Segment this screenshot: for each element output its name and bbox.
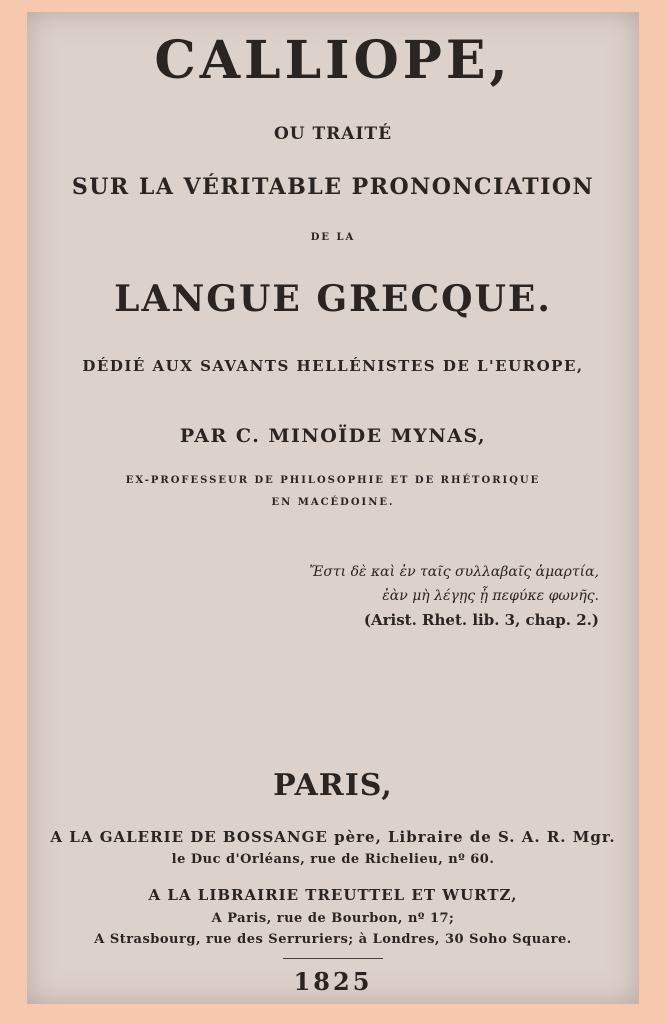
title-page — [27, 12, 639, 1004]
publication-year: 1825 — [293, 967, 373, 996]
publisher-line-3: A LA LIBRAIRIE TREUTTEL ET WURTZ, — [148, 886, 518, 904]
publisher-line-2: le Duc d'Orléans, rue de Richelieu, nº 60. — [171, 852, 495, 867]
subtitle-line-2: SUR LA VÉRITABLE PRONONCIATION — [71, 174, 595, 200]
author: PAR C. MINOÏDE MYNAS, — [179, 425, 487, 447]
epigraph-citation: (Arist. Rhet. lib. 3, chap. 2.) — [363, 611, 599, 629]
publisher-line-5: A Strasbourg, rue des Serruriers; à Londres, 30 Soho Square. — [94, 932, 572, 947]
book-title: CALLIOPE, — [154, 30, 512, 91]
credentials-line-1: EX-PROFESSEUR DE PHILOSOPHIE ET DE RHÉTORIQUE — [125, 475, 541, 486]
subtitle-line-1: OU TRAITÉ — [273, 124, 393, 144]
imprint-place: PARIS, — [273, 768, 393, 803]
dedication: DÉDIÉ AUX SAVANTS HELLÉNISTES DE L'EUROPE, — [82, 357, 584, 375]
publisher-line-1: A LA GALERIE DE BOSSANGE père, Libraire de S. A. R. Mgr. — [50, 828, 616, 846]
epigraph-line-2: ἐὰν μὴ λέγῃς ᾗ πεφύκε φωνῆς. — [382, 588, 599, 604]
epigraph — [259, 560, 599, 632]
epigraph-line-1: Ἔστι δὲ καὶ ἐν ταῖς συλλαβαῖς ἁμαρτία, — [309, 564, 599, 580]
subtitle-line-3: DE LA — [310, 232, 356, 243]
subtitle-line-4: LANGUE GRECQUE. — [114, 278, 552, 320]
divider-rule — [283, 958, 383, 959]
publisher-line-4: A Paris, rue de Bourbon, nº 17; — [211, 911, 455, 926]
author-credentials — [27, 470, 639, 514]
credentials-line-2: EN MACÉDOINE. — [271, 497, 395, 508]
